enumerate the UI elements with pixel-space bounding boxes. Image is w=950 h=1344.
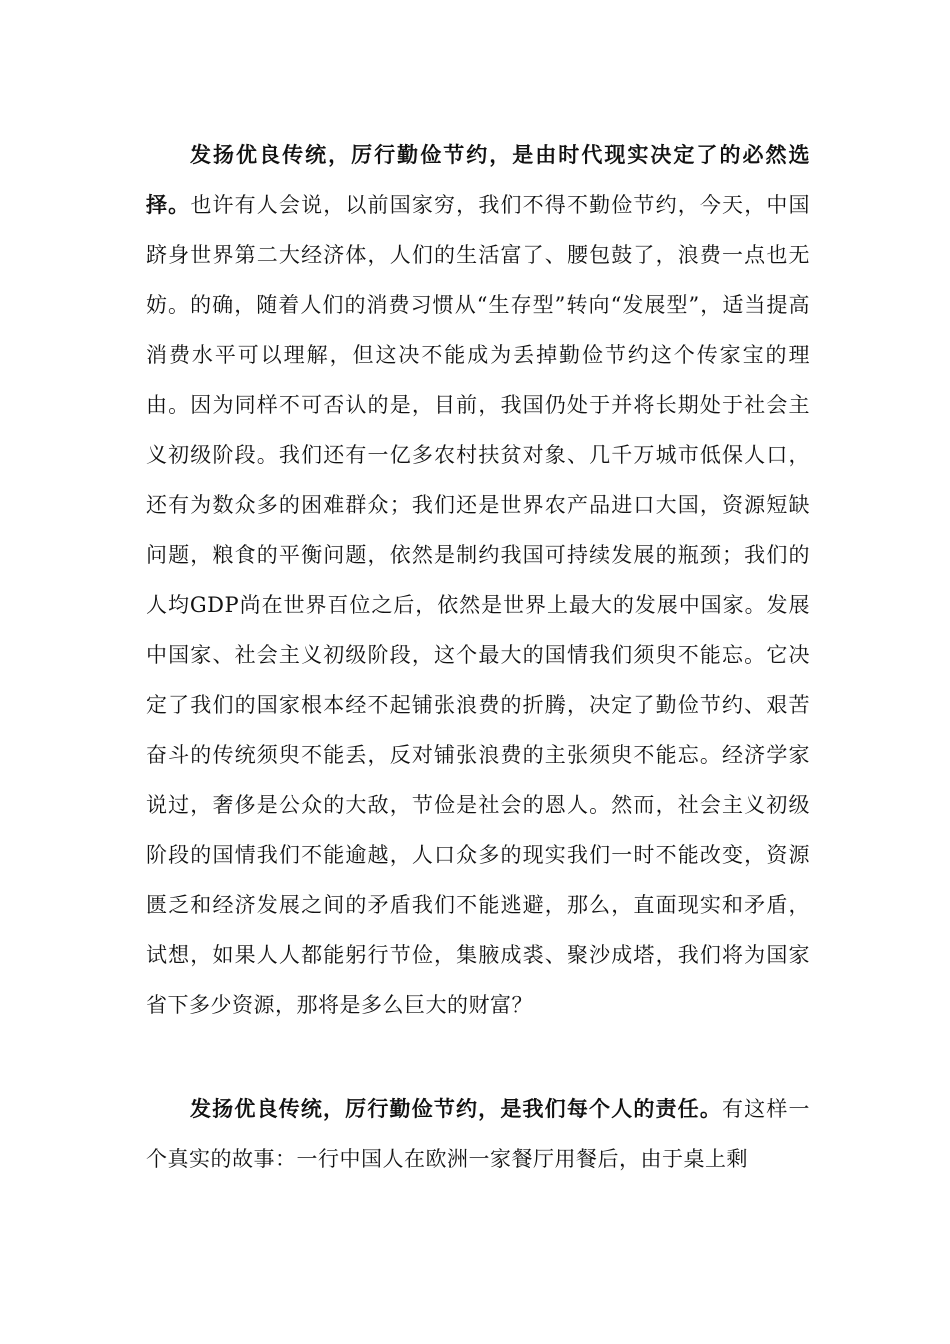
document-page xyxy=(146,130,810,1184)
paragraph-body-text: 也许有人会说，以前国家穷，我们不得不勤俭节约，今天，中国跻身世界第二大经济体，人们的生活富了、腰包鼓了，浪费一点也无妨。的确，随着人们的消费习惯从“生存型”转向“发展型”，适当提高消费水平可以理解，但这决不能成为丢掉勤俭节约这个传家宝的理由。因为同样不可否认的是，目前，我国仍处于并将长期处于社会主义初级阶段。我们还有一亿多农村扶贫对象、几千万城市低保人口，还有为数众多的困难群众；我们还是世界农产品进口大国，资源短缺问题，粮食的平衡问题，依然是制约我国可持续发展的瓶颈；我们的人均GDP尚在世界百位之后，依然是世界上最大的发展中国家。发展中国家、社会主义初级阶段，这个最大的国情我们须臾不能忘。它决定了我们的国家根本经不起铺张浪费的折腾，决定了勤俭节约、艰苦奋斗的传统须臾不能丢，反对铺张浪费的主张须臾不能忘。经济学家说过，奢侈是公众的大敌，节俭是社会的恩人。然而，社会主义初级阶段的国情我们不能逾越，人口众多的现实我们一时不能改变，资源匮乏和经济发展之间的矛盾我们不能逃避，那么，直面现实和矛盾，试想，如果人人都能躬行节俭，集腋成裘、聚沙成塔，我们将为国家省下多少资源，那将是多么巨大的财富？ xyxy=(146,193,810,1017)
paragraph-body-text: 有这样一个真实的故事：一行中国人在欧洲一家餐厅用餐后，由于桌上剩 xyxy=(146,1097,810,1171)
paragraph-lead-heading: 发扬优良传统，厉行勤俭节约，是我们每个人的责任。 xyxy=(190,1096,722,1121)
paragraph-lead-heading: 发扬优良传统，厉行勤俭节约，是由时代现实决定了的必然选择。 xyxy=(146,142,810,217)
paragraph-necessity xyxy=(146,130,810,1030)
paragraph-responsibility xyxy=(146,1084,810,1184)
